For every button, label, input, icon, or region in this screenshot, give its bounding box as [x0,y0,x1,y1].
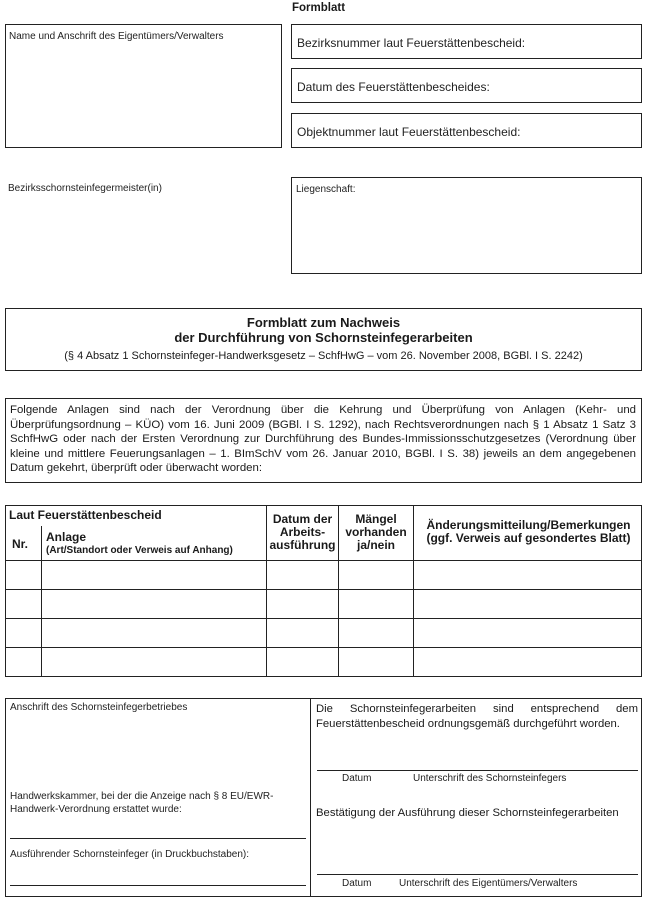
sweep-name-label: Ausführender Schornsteinfeger (in Druckbuchstaben): [10,849,250,860]
intro-text: Folgende Anlagen sind nach der Verordnung über die Kehrung und Überprüfung von Anlagen (Kehr- und Überprüfungsordnung – KÜO) vom 16. Juni 2009 (BGBl. I S. 1292), nach Rechtsverordnungen nach § 1 Absatz 1 Satz 3 SchfHwG oder nach der Ersten Verordnung zur Durchführung des Bundes-Immissionsschutzgesetzes (Verordnung über kleine und mittlere Feuerungsanlagen – 1. BImSchV vom 26. Januar 2010, BGBl. I S. 38) jeweils an dem angegebenen Datum gekehrt, überprüft oder überwacht worden: [10,404,636,474]
col-header-anlage-title: Anlage [46,530,87,544]
property-box[interactable] [291,177,642,274]
col-header-aenderung [416,519,641,545]
property-label: Liegenschaft: [296,184,356,195]
col-header-aenderung-sub: (ggf. Verweis auf gesondertes Blatt) [426,531,631,545]
col-header-anlage [46,531,233,557]
col-header-aenderung-title: Änderungsmitteilung/Bemerkungen [426,518,631,532]
signature2-date-label: Datum [342,878,372,889]
signature-line-owner[interactable] [317,874,638,875]
table-row[interactable] [6,561,641,589]
intro-box [5,398,642,483]
signature-line-sweep[interactable] [317,770,638,771]
confirmation-heading: Bestätigung der Ausführung dieser Schornsteinfegerarbeiten [316,807,619,819]
owner-address-label: Name und Anschrift des Eigentümers/Verwalters [9,31,224,42]
chamber-label: Handwerkskammer, bei der die Anzeige nach § 8 EU/EWR-Handwerk-Verordnung erstattet wurde: [10,791,274,815]
group-header: Laut Feuerstättenbescheid [9,508,162,522]
company-address-field[interactable] [10,715,306,785]
form-header: Formblatt [292,2,346,14]
confirmation-text: Die Schornsteinfegerarbeiten sind entsprechend dem Feuerstättenbescheid ordnungsgemäß durchgeführt worden. [316,703,638,730]
company-address-label: Anschrift des Schornsteinfegerbetriebes [10,702,188,713]
signature1-label: Unterschrift des Schornsteinfegers [413,773,567,784]
owner-address-box[interactable] [5,24,282,148]
chamber-line[interactable] [10,838,306,839]
district-number-field[interactable] [291,24,642,59]
notice-date-label: Datum des Feuerstättenbescheides: [297,80,490,94]
table-row[interactable] [6,590,641,618]
object-number-label: Objektnummer laut Feuerstättenbescheid: [297,125,521,139]
signature2-label: Unterschrift des Eigentümers/Verwalters [399,878,578,889]
installations-table [5,505,642,677]
sweep-name-line[interactable] [10,885,306,886]
notice-date-field[interactable] [291,68,642,103]
object-number-field[interactable] [291,113,642,148]
title-line1: Formblatt zum Nachweis [246,315,401,330]
legal-reference: (§ 4 Absatz 1 Schornsteinfeger-Handwerksgesetz – SchfHwG – vom 26. November 2008, BGBl. I S. 2242) [64,350,583,362]
table-row[interactable] [6,619,641,647]
signature1-date-label: Datum [342,773,372,784]
col-header-datum: Datum der Arbeits-ausführung [269,512,336,552]
bottom-section [5,698,642,897]
master-sweep-label: Bezirksschornsteinfegermeister(in) [8,183,162,194]
table-row[interactable] [6,648,641,676]
title-line2: der Durchführung von Schornsteinfegerarbeiten [174,330,473,345]
col-header-maengel: Mängel vorhanden ja/nein [345,512,407,552]
district-number-label: Bezirksnummer laut Feuerstättenbescheid: [297,36,526,50]
col-header-anlage-sub: (Art/Standort oder Verweis auf Anhang) [46,545,233,556]
col-header-nr: Nr. [12,537,29,551]
title-box [5,308,642,371]
